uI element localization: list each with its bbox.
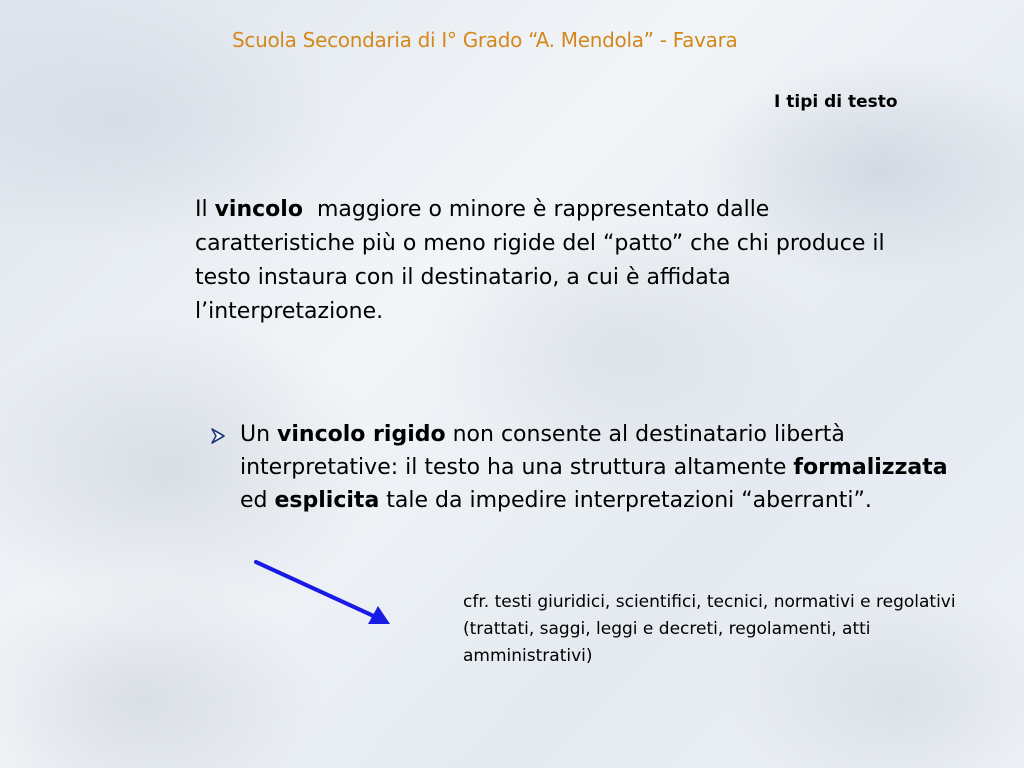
slide-topic: I tipi di testo bbox=[774, 92, 898, 112]
reference-note: cfr. testi giuridici, scientifici, tecnici, normativi e regolativi (trattati, saggi, leggi e decreti, regolamenti, atti amministrativi) bbox=[463, 592, 956, 666]
intro-bold-vincolo: vincolo bbox=[214, 197, 303, 222]
intro-text-1: Il bbox=[195, 197, 215, 222]
arrow-right-down-icon bbox=[250, 556, 400, 631]
bullet-text-4: tale da impedire interpretazioni “aberranti”. bbox=[379, 488, 872, 513]
bullet-bold-formalizzata: formalizzata bbox=[793, 455, 948, 480]
bullet-text bbox=[240, 418, 950, 517]
bullet-item bbox=[210, 418, 950, 517]
school-title: Scuola Secondaria di I° Grado “A. Mendola” - Favara bbox=[232, 28, 738, 52]
bullet-text-2: non consente al destinatario libertà interpretative: il testo ha una struttura altamente bbox=[240, 422, 845, 480]
arrowhead-bullet-icon bbox=[210, 428, 226, 444]
bullet-text-3: ed bbox=[240, 488, 275, 513]
bullet-bold-esplicita: esplicita bbox=[274, 488, 380, 513]
bullet-text-1: Un bbox=[240, 422, 278, 447]
intro-paragraph bbox=[195, 193, 895, 329]
intro-text-2: maggiore o minore è rappresentato dalle caratteristiche più o meno rigide del “patto” che chi produce il testo instaura con il destinatario, a cui è affidata l’interpretazione. bbox=[195, 197, 892, 324]
bullet-bold-vincolo-rigido: vincolo rigido bbox=[277, 422, 446, 447]
